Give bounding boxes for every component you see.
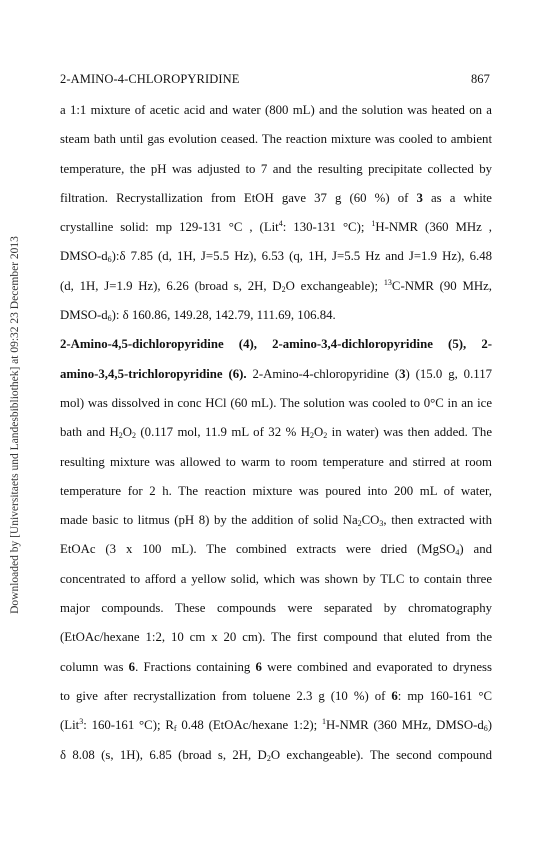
body-line: bath and $H_2O_2$ (0.117 mol, 11.9 mL of 32 % $H_2O_2$ in water) was then added. The: [60, 425, 492, 441]
body-line: temperature, the pH was adjusted to 7 and the resulting precipitate collected by: [60, 161, 492, 176]
body-line: column was 6. Fractions containing 6 were combined and evaporated to dryness: [60, 659, 492, 674]
body-line: DMSO-$d_6$): δ 160.86, 149.28, 142.79, 111.69, 106.84.: [60, 308, 336, 324]
body-line: (d, 1H, J=1.9 Hz), 6.26 (broad s, 2H, $D_2O$ exchangeable); $^{13}$C-NMR (90 MHz,: [60, 277, 492, 294]
body-line: made basic to litmus (pH 8) by the addition of solid $Na_2CO_3$, then extracted with: [60, 513, 493, 529]
body-line: δ 8.08 (s, 1H), 6.85 (broad s, 2H, $D_2O$ exchangeable). The second compound: [60, 747, 492, 763]
download-watermark: [4, 190, 26, 660]
body-line: crystalline solid: mp 129-131 °C , (Lit$^4$: 130-131 °C); $^1$H-NMR (360 MHz ,: [60, 219, 492, 235]
article-body: [60, 96, 492, 770]
body-line: concentrated to afford a yellow solid, which was shown by TLC to contain three: [60, 571, 492, 586]
body-line: filtration. Recrystallization from EtOH gave 37 g (60 %) of 3 as a white: [60, 190, 492, 205]
running-title: 2-AMINO-4-CHLOROPYRIDINE: [60, 72, 240, 86]
body-line: a 1:1 mixture of acetic acid and water (800 mL) and the solution was heated on a: [60, 103, 492, 117]
body-line: EtOAc (3 x 100 mL). The combined extracts were dried (MgSO$_4$) and: [60, 542, 493, 558]
body-line: amino-3,4,5-trichloropyridine (6). 2-Amino-4-chloropyridine (3) (15.0 g, 0.117: [60, 366, 492, 381]
body-line: major compounds. These compounds were separated by chromatography: [60, 601, 492, 616]
body-line: (EtOAc/hexane 1:2, 10 cm x 20 cm). The first compound that eluted from the: [60, 630, 492, 645]
body-line: 2-Amino-4,5-dichloropyridine (4), 2-amino-3,4-dichloropyridine (5), 2-: [60, 337, 492, 352]
body-line: mol) was dissolved in conc HCl (60 mL). The solution was cooled to 0°C in an ice: [60, 395, 492, 410]
body-line: resulting mixture was allowed to warm to room temperature and stirred at room: [60, 454, 492, 469]
body-line: (Lit$^3$: 160-161 °C); $R_f$ 0.48 (EtOAc/hexane 1:2); $^1$H-NMR (360 MHz, DMSO-$d_6$): [60, 717, 493, 734]
running-header: [60, 72, 490, 87]
body-line: temperature for 2 h. The reaction mixture was poured into 200 mL of water,: [60, 483, 492, 498]
body-line: steam bath until gas evolution ceased. The reaction mixture was cooled to ambient: [60, 132, 492, 147]
download-watermark-text: Downloaded by [Universitaets und Landesbibliothek] at 09:32 23 December 2013: [9, 236, 21, 614]
body-line: to give after recrystallization from toluene 2.3 g (10 %) of 6: mp 160-161 °C: [60, 688, 492, 703]
body-line: DMSO-$d_6):\delta$ 7.85 (d, 1H, J=5.5 Hz), 6.53 (q, 1H, J=5.5 Hz and J=1.9 Hz), 6.48: [60, 249, 492, 265]
page-number: 867: [470, 72, 490, 86]
